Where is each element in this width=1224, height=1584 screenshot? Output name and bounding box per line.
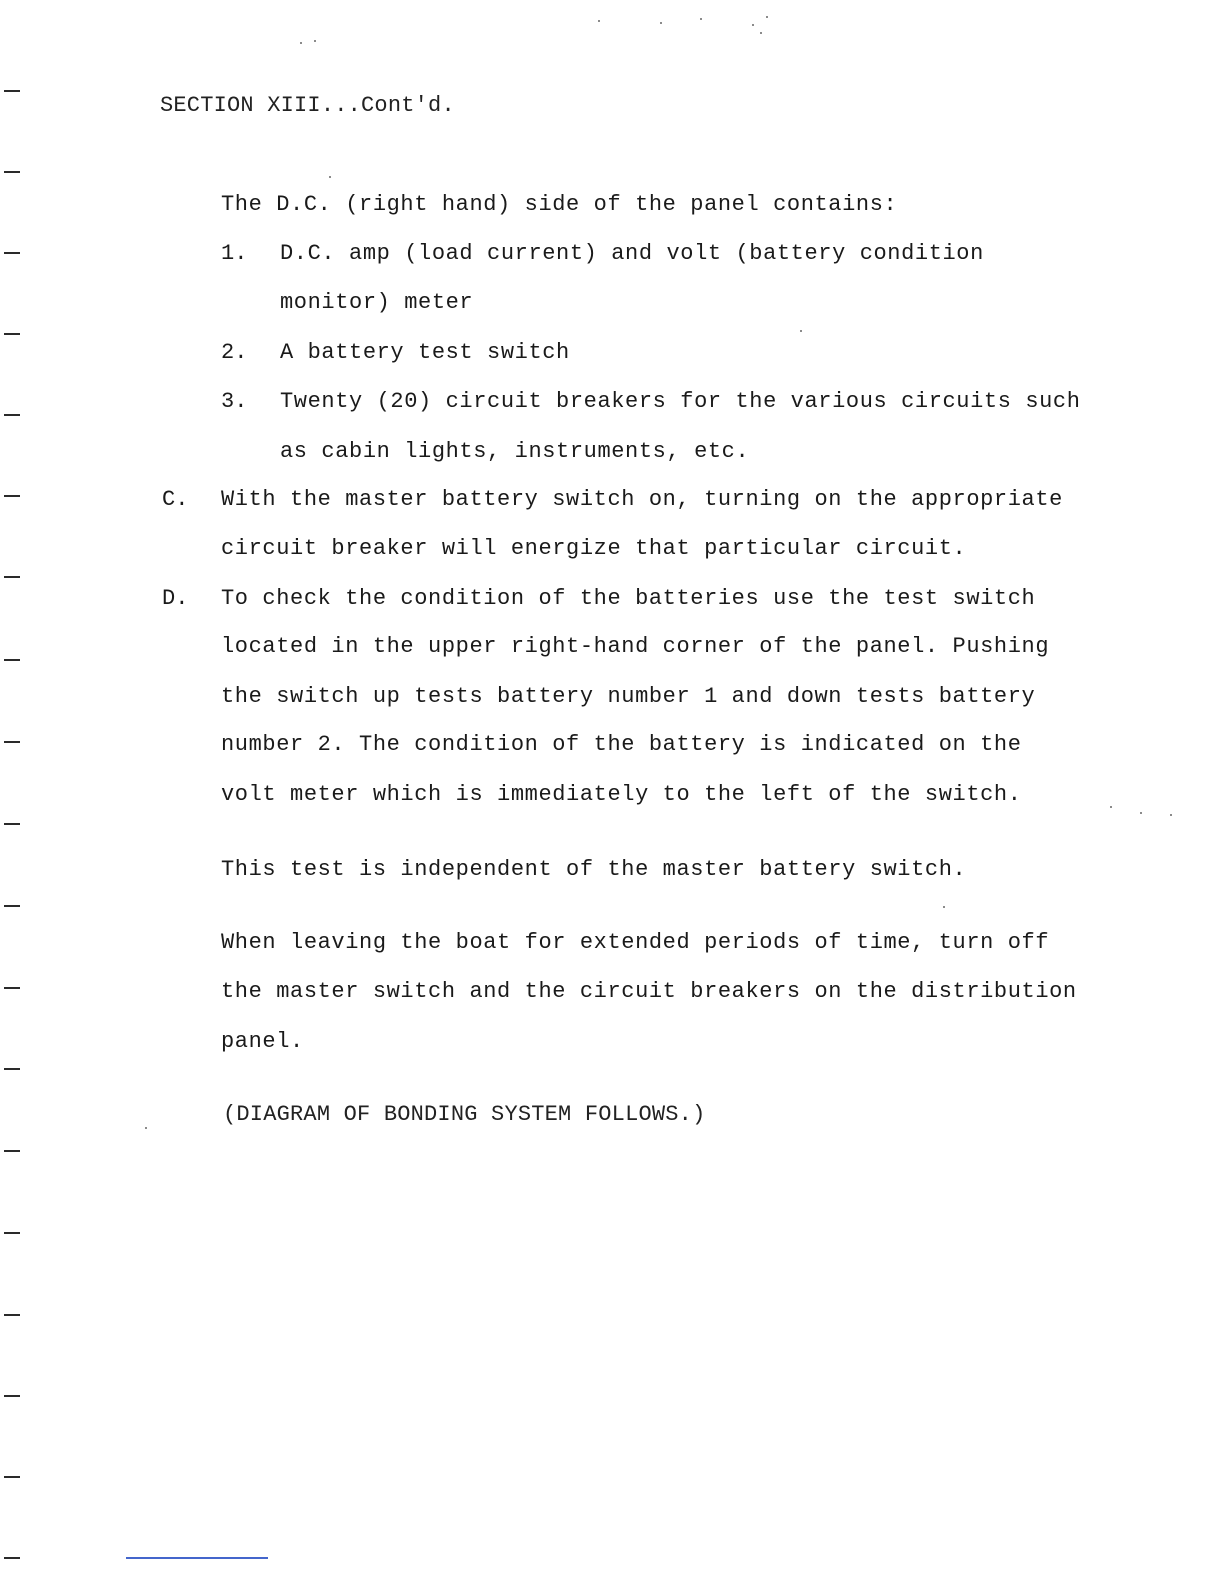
- margin-tick: [4, 905, 20, 907]
- intro-line: The D.C. (right hand) side of the panel contains:: [221, 192, 898, 217]
- scan-speck: [766, 16, 768, 18]
- scan-speck: [300, 42, 302, 44]
- paragraph-line: located in the upper right-hand corner of the panel. Pushing: [221, 634, 1050, 659]
- scan-speck: [329, 176, 331, 178]
- list-item-line: Twenty (20) circuit breakers for the various circuits such: [280, 389, 1081, 414]
- scan-speck: [760, 32, 762, 34]
- scan-speck: [800, 330, 802, 332]
- margin-tick: [4, 90, 20, 92]
- paragraph-line: circuit breaker will energize that particular circuit.: [221, 536, 967, 561]
- margin-tick: [4, 1476, 20, 1478]
- margin-tick: [4, 1557, 20, 1559]
- paragraph-line: volt meter which is immediately to the left of the switch.: [221, 782, 1022, 807]
- note-line: the master switch and the circuit breakers on the distribution: [221, 979, 1077, 1004]
- footer-rule: [126, 1557, 268, 1559]
- margin-tick: [4, 823, 20, 825]
- paragraph-line: number 2. The condition of the battery is indicated on the: [221, 732, 1022, 757]
- scan-speck: [660, 22, 662, 24]
- scan-speck: [700, 18, 702, 20]
- list-item-line: A battery test switch: [280, 340, 570, 365]
- margin-tick: [4, 171, 20, 173]
- list-item-line: as cabin lights, instruments, etc.: [280, 439, 750, 464]
- closing-line: (DIAGRAM OF BONDING SYSTEM FOLLOWS.): [223, 1102, 706, 1127]
- scan-speck: [314, 40, 316, 42]
- paragraph-line: To check the condition of the batteries use the test switch: [221, 586, 1036, 611]
- scan-speck: [943, 906, 945, 908]
- item-letter: D.: [162, 586, 189, 611]
- margin-tick: [4, 495, 20, 497]
- list-item-number: 2.: [221, 340, 248, 365]
- margin-tick: [4, 1395, 20, 1397]
- margin-tick: [4, 252, 20, 254]
- scan-speck: [1110, 806, 1112, 808]
- margin-tick: [4, 741, 20, 743]
- scan-speck: [1140, 812, 1142, 814]
- margin-tick: [4, 333, 20, 335]
- list-item-number: 3.: [221, 389, 248, 414]
- list-item-number: 1.: [221, 241, 248, 266]
- note-line: panel.: [221, 1029, 304, 1054]
- margin-tick: [4, 576, 20, 578]
- margin-tick: [4, 1068, 20, 1070]
- paragraph-line: the switch up tests battery number 1 and down tests battery: [221, 684, 1036, 709]
- margin-tick: [4, 414, 20, 416]
- list-item-line: monitor) meter: [280, 290, 474, 315]
- scan-speck: [752, 24, 754, 26]
- section-heading: SECTION XIII...Cont'd.: [160, 93, 455, 118]
- margin-tick: [4, 987, 20, 989]
- scan-speck: [598, 20, 600, 22]
- paragraph-line: With the master battery switch on, turning on the appropriate: [221, 487, 1063, 512]
- scan-speck: [1170, 814, 1172, 816]
- margin-tick: [4, 1314, 20, 1316]
- note-line: When leaving the boat for extended periods of time, turn off: [221, 930, 1050, 955]
- margin-tick: [4, 1150, 20, 1152]
- note-line: This test is independent of the master battery switch.: [221, 857, 967, 882]
- list-item-line: D.C. amp (load current) and volt (battery condition: [280, 241, 984, 266]
- item-letter: C.: [162, 487, 189, 512]
- margin-tick: [4, 1232, 20, 1234]
- margin-tick: [4, 659, 20, 661]
- scan-speck: [145, 1127, 147, 1129]
